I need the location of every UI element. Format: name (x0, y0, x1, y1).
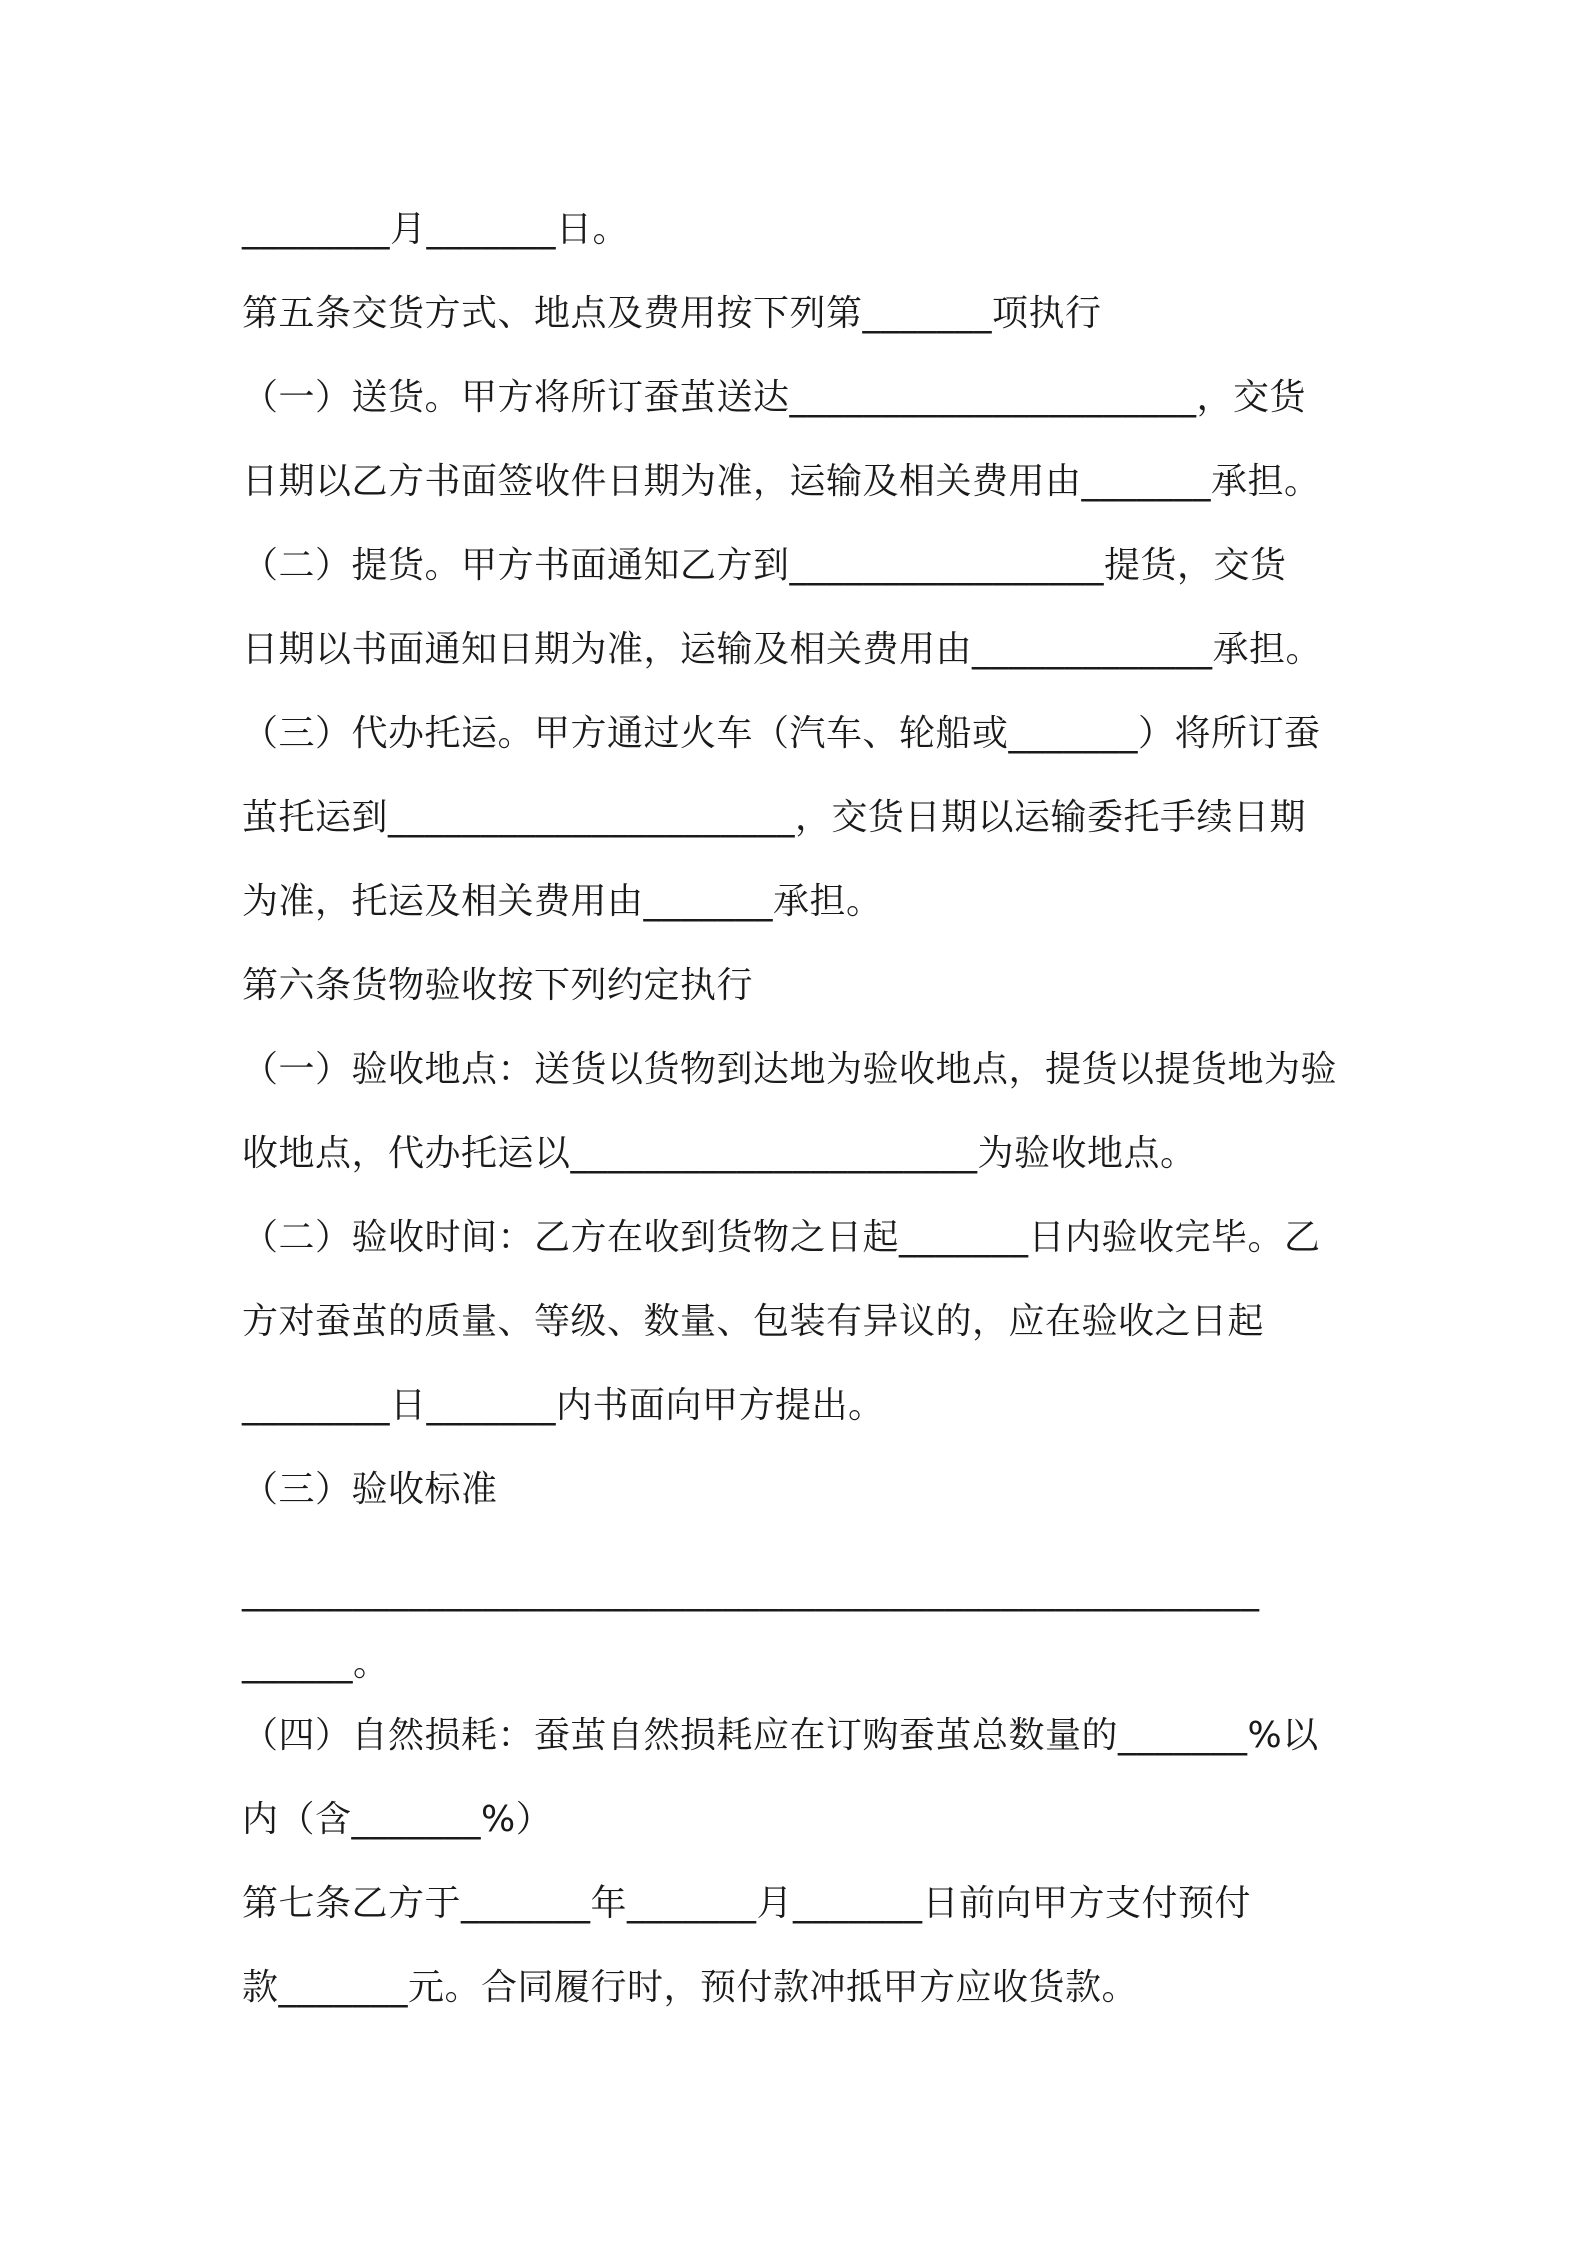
text-line-date-fragment: ________月_______日。 (242, 209, 630, 250)
text-line-pickup-2: （二）提货。甲方书面通知乙方到_________________提货，交货 (242, 545, 1287, 586)
text-line-shipping-3-cont: 茧托运到______________________，交货日期以运输委托手续日期 (242, 797, 1307, 838)
text-line-pickup-2-cont: 日期以书面通知日期为准，运输及相关费用由_____________承担。 (242, 629, 1323, 670)
text-line-delivery-1: （一）送货。甲方将所订蚕茧送达______________________，交货 (242, 377, 1307, 418)
text-line-inspection-place-cont: 收地点，代办托运以______________________为验收地点。 (242, 1133, 1197, 1174)
text-line-shipping-3: （三）代办托运。甲方通过火车（汽车、轮船或_______）将所订蚕 (242, 713, 1321, 754)
text-line-article-5-heading: 第五条交货方式、地点及费用按下列第_______项执行 (242, 293, 1102, 334)
text-line-shipping-3-cont2: 为准，托运及相关费用由_______承担。 (242, 881, 883, 922)
text-line-article-7-cont: 款_______元。合同履行时，预付款冲抵甲方应收货款。 (242, 1967, 1139, 2008)
text-line-inspection-time: （二）验收时间：乙方在收到货物之日起_______日内验收完毕。乙 (242, 1217, 1321, 1258)
text-line-inspection-standard: （三）验收标准 (242, 1469, 498, 1510)
text-line-natural-loss-cont: 内（含_______%） (242, 1799, 553, 1840)
text-line-inspection-time-cont2: ________日_______内书面向甲方提出。 (242, 1385, 885, 1426)
text-line-article-7: 第七条乙方于_______年_______月_______日前向甲方支付预付 (242, 1883, 1252, 1924)
text-line-natural-loss: （四）自然损耗：蚕茧自然损耗应在订购蚕茧总数量的_______%以 (242, 1715, 1319, 1756)
text-line-standard-blank-end: ______。 (242, 1643, 390, 1684)
text-line-inspection-place: （一）验收地点：送货以货物到达地为验收地点，提货以提货地为验 (242, 1049, 1338, 1090)
text-line-inspection-time-cont: 方对蚕茧的质量、等级、数量、包装有异议的，应在验收之日起 (242, 1301, 1265, 1342)
text-line-article-6-heading: 第六条货物验收按下列约定执行 (242, 965, 754, 1006)
text-line-standard-blank: _______________________________________________________ (242, 1571, 1260, 1612)
text-line-delivery-1-cont: 日期以乙方书面签收件日期为准，运输及相关费用由_______承担。 (242, 461, 1321, 502)
